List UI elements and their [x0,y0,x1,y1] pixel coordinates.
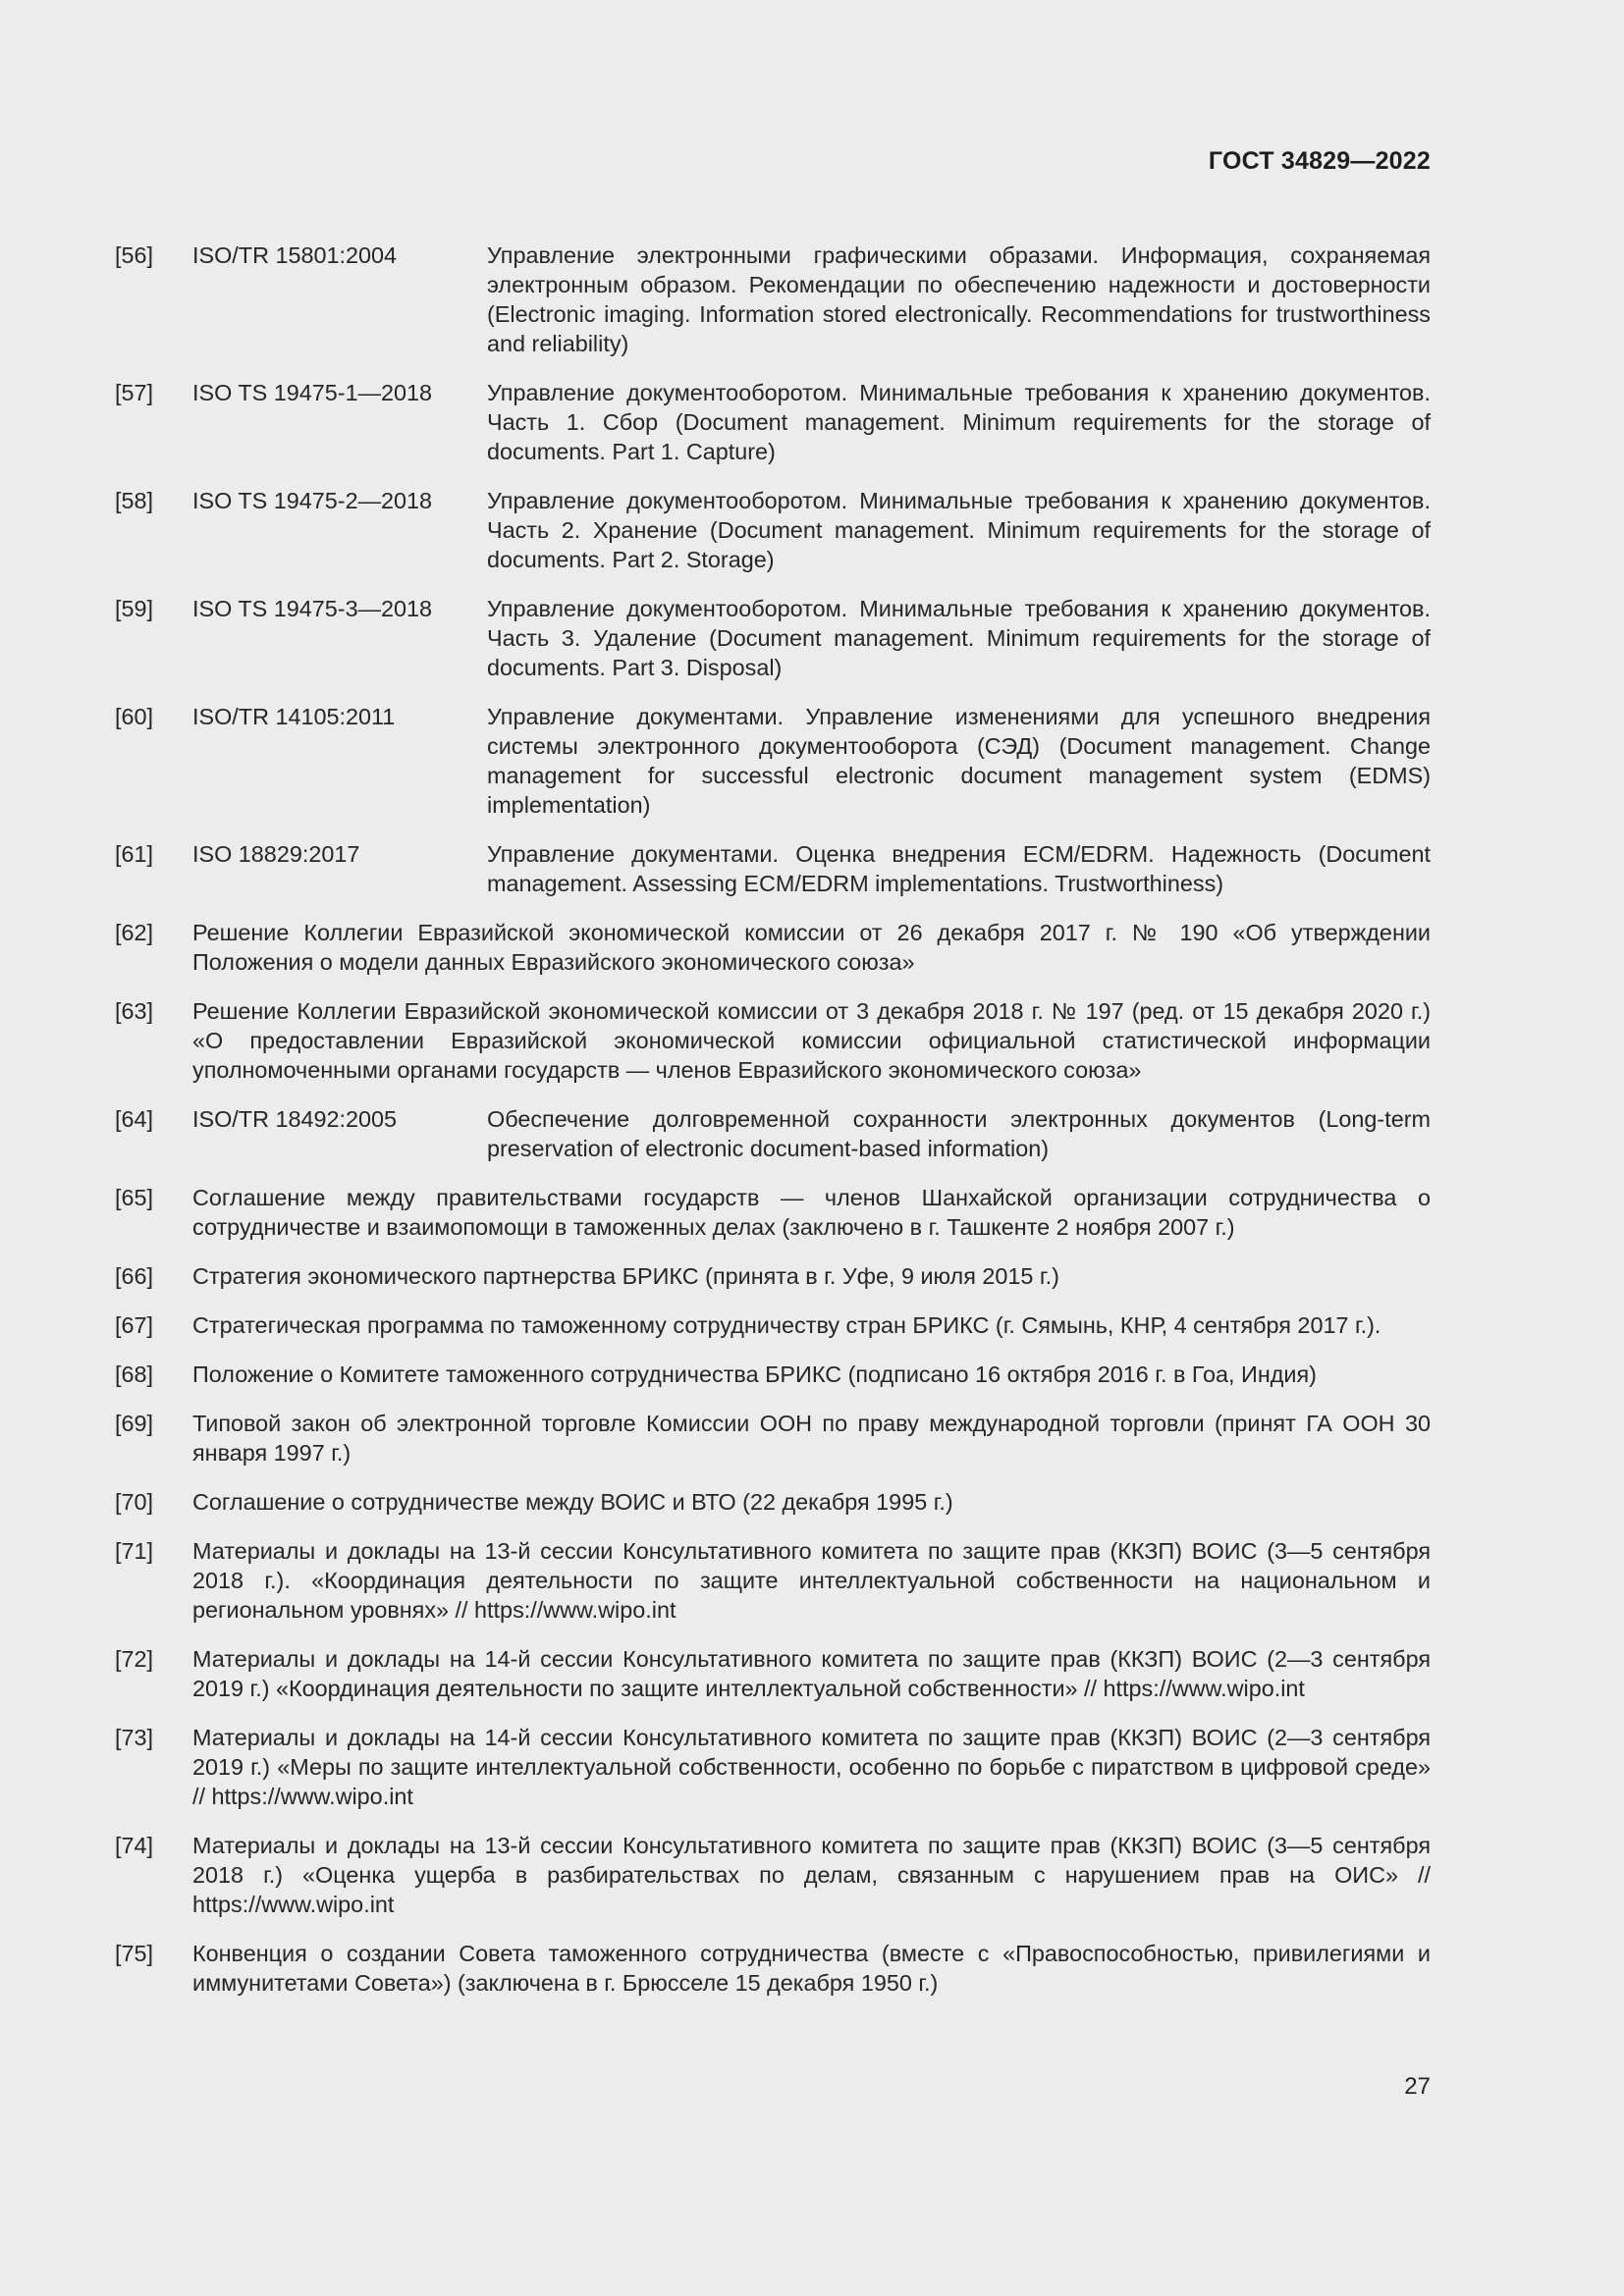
bibliography-entry [115,702,1431,820]
entry-text: Управление электронными графическими образами. Информация, сохраняемая электронным образом. Рекомендации по обеспечению надежности и достоверности (Electronic imaging. Information stored electronically. Recommendations for trustworthiness and reliability) [487,242,1431,356]
entry-code: ISO TS 19475-1—2018 [192,380,433,405]
entry-code: ISO/TR 18492:2005 [192,1106,398,1132]
bibliography-list [115,240,1431,2017]
entry-text: Соглашение между правительствами государств — членов Шанхайской организации сотрудничества о сотрудничестве и взаимопомощи в таможенных делах (заключено в г. Ташкенте 2 ноября 2007 г.) [192,1185,1431,1240]
standard-header: ГОСТ 34829—2022 [1208,147,1431,175]
bibliography-entry [115,486,1431,574]
bibliography-entry [115,1310,1431,1340]
entry-number: [57] [115,380,154,405]
entry-code: ISO/TR 14105:2011 [192,704,396,729]
entry-number: [66] [115,1263,154,1289]
entry-text: Решение Коллегии Евразийской экономической комиссии от 3 декабря 2018 г. № 197 (ред. от 15 декабря 2020 г.) «О предоставлении Евразийской экономической комиссии официальной статистической информации уполномоченными органами государств — членов Евразийского экономического союза» [192,998,1431,1083]
bibliography-entry [115,1831,1431,1919]
bibliography-entry [115,996,1431,1085]
entry-code: ISO 18829:2017 [192,841,360,867]
entry-number: [68] [115,1362,154,1387]
bibliography-entry [115,1261,1431,1291]
bibliography-entry [115,1487,1431,1517]
bibliography-entry [115,1360,1431,1389]
entry-number: [65] [115,1185,154,1210]
bibliography-entry [115,1183,1431,1242]
bibliography-entry [115,378,1431,466]
bibliography-entry [115,1939,1431,1998]
entry-number: [64] [115,1106,154,1132]
entry-number: [73] [115,1725,154,1750]
entry-text: Материалы и доклады на 13-й сессии Консультативного комитета по защите прав (ККЗП) ВОИС (3—5 сентября 2018 г.) «Оценка ущерба в разбирательствах по делам, связанным с нарушением прав на ОИС» // https://www.wipo.int [192,1833,1431,1917]
bibliography-entry [115,594,1431,682]
entry-number: [74] [115,1833,154,1858]
bibliography-entry [115,918,1431,977]
page-number: 27 [1404,2073,1431,2100]
entry-number: [60] [115,704,154,729]
entry-number: [62] [115,920,154,945]
entry-number: [58] [115,488,154,513]
entry-code: ISO TS 19475-3—2018 [192,596,433,621]
entry-text: Обеспечение долговременной сохранности электронных документов (Long-term preservation of electronic document-based information) [487,1106,1431,1161]
entry-text: Управление документооборотом. Минимальные требования к хранению документов. Часть 3. Удаление (Document management. Minimum requirements for the storage of documents. Part 3. Disposal) [487,596,1431,680]
entry-text: Материалы и доклады на 13-й сессии Консультативного комитета по защите прав (ККЗП) ВОИС (3—5 сентября 2018 г.). «Координация деятельности по защите интеллектуальной собственности на национальном и региональном уровнях» // https://www.wipo.int [192,1538,1431,1623]
entry-text: Стратегическая программа по таможенному сотрудничеству стран БРИКС (г. Сямынь, КНР, 4 сентября 2017 г.). [192,1312,1381,1338]
entry-number: [63] [115,998,154,1024]
entry-number: [67] [115,1312,154,1338]
entry-text: Положение о Комитете таможенного сотрудничества БРИКС (подписано 16 октября 2016 г. в Гоа, Индия) [192,1362,1317,1387]
bibliography-entry [115,1536,1431,1625]
entry-number: [61] [115,841,154,867]
entry-text: Управление документооборотом. Минимальные требования к хранению документов. Часть 2. Хранение (Document management. Minimum requirements for the storage of documents. Part 2. Storage) [487,488,1431,572]
bibliography-entry [115,1409,1431,1468]
bibliography-entry [115,1723,1431,1811]
bibliography-entry [115,1104,1431,1163]
entry-text: Решение Коллегии Евразийской экономической комиссии от 26 декабря 2017 г. № 190 «Об утверждении Положения о модели данных Евразийского экономического союза» [192,920,1431,975]
entry-text: Стратегия экономического партнерства БРИКС (принята в г. Уфе, 9 июля 2015 г.) [192,1263,1059,1289]
entry-number: [71] [115,1538,154,1564]
entry-code: ISO TS 19475-2—2018 [192,488,433,513]
bibliography-entry [115,240,1431,358]
entry-text: Управление документами. Управление изменениями для успешного внедрения системы электронного документооборота (СЭД) (Document management. Change management for successful electronic document management system (EDMS) implementation) [487,704,1431,818]
entry-text: Конвенция о создании Совета таможенного сотрудничества (вместе с «Правоспособностью, привилегиями и иммунитетами Совета») (заключена в г. Брюсселе 15 декабря 1950 г.) [192,1941,1431,1996]
entry-text: Материалы и доклады на 14-й сессии Консультативного комитета по защите прав (ККЗП) ВОИС (2—3 сентября 2019 г.) «Координация деятельности по защите интеллектуальной собственности» // https://www.wipo.int [192,1646,1431,1701]
entry-code: ISO/TR 15801:2004 [192,242,398,268]
entry-text: Типовой закон об электронной торговле Комиссии ООН по праву международной торговли (принят ГА ООН 30 января 1997 г.) [192,1411,1431,1466]
entry-text: Соглашение о сотрудничестве между ВОИС и ВТО (22 декабря 1995 г.) [192,1489,953,1515]
entry-number: [72] [115,1646,154,1672]
entry-number: [69] [115,1411,154,1436]
bibliography-entry [115,839,1431,898]
entry-number: [56] [115,242,154,268]
entry-text: Материалы и доклады на 14-й сессии Консультативного комитета по защите прав (ККЗП) ВОИС (2—3 сентября 2019 г.) «Меры по защите интеллектуальной собственности, особенно по борьбе с пиратством в цифровой среде» // https://www.wipo.int [192,1725,1431,1809]
bibliography-entry [115,1644,1431,1703]
entry-text: Управление документами. Оценка внедрения ECM/EDRM. Надежность (Document management. Assessing ECM/EDRM implementations. Trustworthiness) [487,841,1431,896]
entry-number: [70] [115,1489,154,1515]
entry-number: [59] [115,596,154,621]
entry-text: Управление документооборотом. Минимальные требования к хранению документов. Часть 1. Сбор (Document management. Minimum requirements for the storage of documents. Part 1. Capture) [487,380,1431,464]
entry-number: [75] [115,1941,154,1966]
